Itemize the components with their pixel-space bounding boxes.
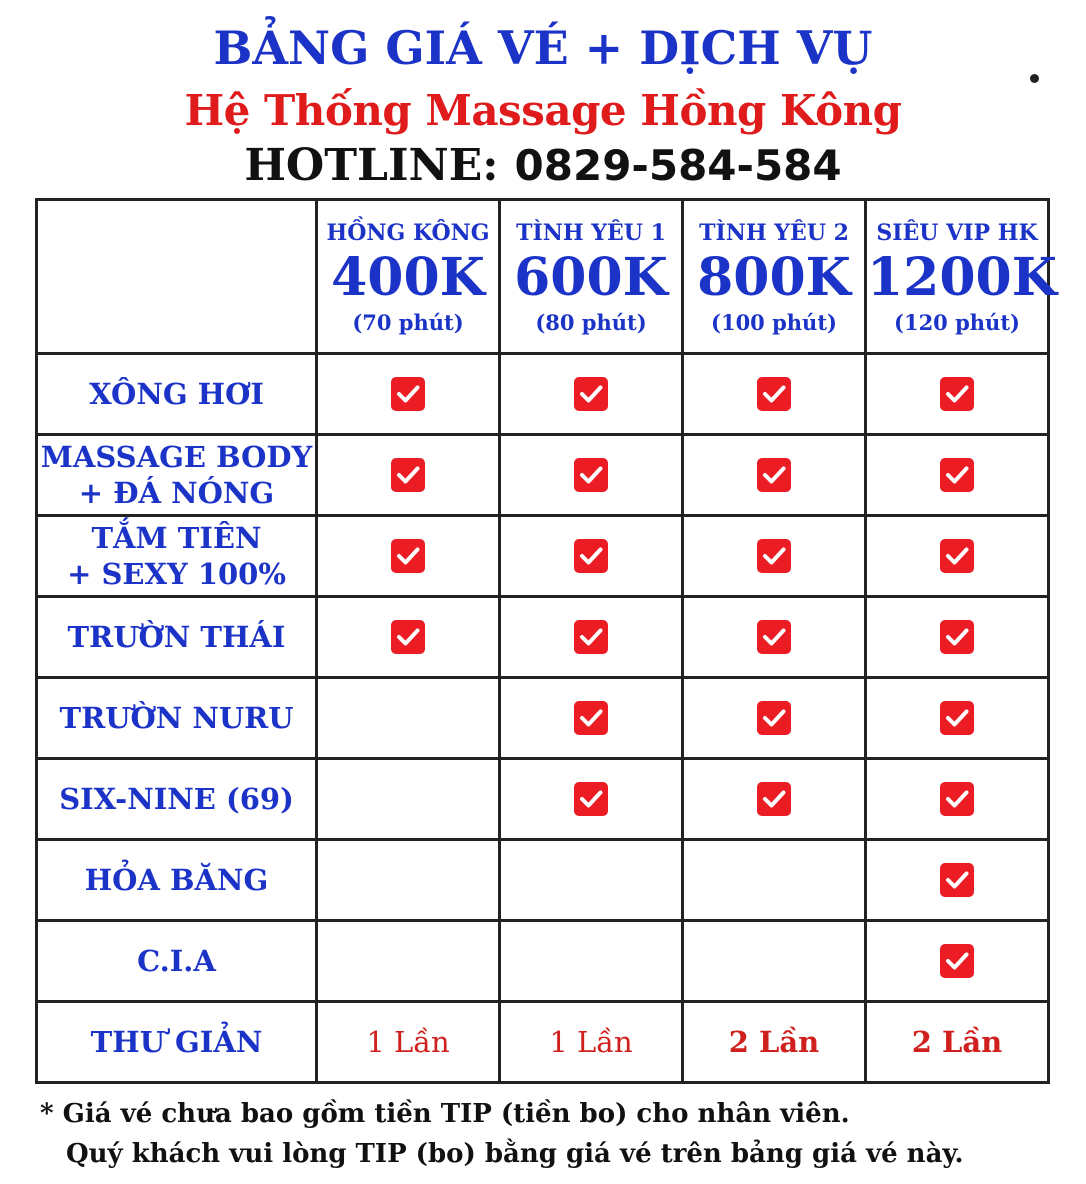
- service-cell: [866, 759, 1049, 840]
- hotline: [0, 140, 1086, 191]
- service-label-cell: [37, 597, 317, 678]
- page-title: BẢNG GIÁ VÉ + DỊCH VỤ: [213, 21, 873, 75]
- package-col-2: [500, 200, 683, 354]
- checked-box-icon: [391, 458, 425, 492]
- checked-box-icon: [940, 620, 974, 654]
- hotline-number[interactable]: 0829-584-584: [514, 141, 842, 190]
- service-label-cell: [37, 516, 317, 597]
- service-cell: [683, 840, 866, 921]
- checked-box-icon: [757, 701, 791, 735]
- service-name: TẮM TIÊN: [91, 521, 262, 555]
- checked-box-icon: [574, 539, 608, 573]
- relax-times: 1 Lần: [549, 1025, 633, 1059]
- package-duration: (70 phút): [352, 309, 464, 335]
- service-cell: [683, 921, 866, 1002]
- service-cell: [317, 435, 500, 516]
- service-row: [37, 921, 1049, 1002]
- package-price: 800K: [697, 246, 851, 308]
- service-label-cell: [37, 840, 317, 921]
- service-cell: [317, 840, 500, 921]
- service-label-cell: [37, 354, 317, 435]
- service-cell: [500, 678, 683, 759]
- package-col-3: [683, 200, 866, 354]
- service-cell: [866, 516, 1049, 597]
- checked-box-icon: [574, 377, 608, 411]
- service-row: [37, 435, 1049, 516]
- package-price: 400K: [331, 246, 485, 308]
- service-cell: [317, 759, 500, 840]
- service-name-line2: + SEXY 100%: [67, 557, 286, 591]
- checked-box-icon: [940, 458, 974, 492]
- relax-cell: [866, 1002, 1049, 1083]
- service-cell: [683, 354, 866, 435]
- checked-box-icon: [940, 539, 974, 573]
- service-name: MASSAGE BODY: [40, 440, 313, 474]
- service-label-cell: [37, 678, 317, 759]
- package-header-row: [37, 200, 1049, 354]
- service-name: TRƯỜN THÁI: [67, 620, 286, 654]
- service-cell: [317, 354, 500, 435]
- service-cell: [866, 678, 1049, 759]
- service-row: [37, 759, 1049, 840]
- note-line-2: Quý khách vui lòng TIP (bo) bằng giá vé trên bảng giá vé này.: [66, 1139, 964, 1169]
- package-duration: (100 phút): [711, 309, 837, 335]
- package-price: 1200K: [867, 246, 1057, 308]
- page-subtitle: Hệ Thống Massage Hồng Kông: [184, 86, 902, 135]
- relax-times: 2 Lần: [728, 1025, 820, 1059]
- hotline-label: HOTLINE:: [244, 140, 499, 191]
- service-name: XÔNG HƠI: [89, 377, 264, 411]
- service-cell: [317, 678, 500, 759]
- service-cell: [683, 597, 866, 678]
- checked-box-icon: [391, 539, 425, 573]
- checked-box-icon: [574, 620, 608, 654]
- checked-box-icon: [757, 539, 791, 573]
- service-cell: [866, 597, 1049, 678]
- checked-box-icon: [757, 377, 791, 411]
- service-cell: [866, 354, 1049, 435]
- package-duration: (120 phút): [894, 309, 1020, 335]
- service-label-cell: [37, 759, 317, 840]
- relax-cell: [683, 1002, 866, 1083]
- price-table: [35, 198, 1057, 1084]
- service-row: [37, 597, 1049, 678]
- service-label-cell: [37, 921, 317, 1002]
- package-col-4: [866, 200, 1057, 354]
- checked-box-icon: [757, 458, 791, 492]
- checked-box-icon: [940, 701, 974, 735]
- checked-box-icon: [757, 620, 791, 654]
- service-cell: [500, 597, 683, 678]
- service-cell: [500, 354, 683, 435]
- checked-box-icon: [391, 620, 425, 654]
- service-name-line2: + ĐÁ NÓNG: [78, 476, 275, 510]
- service-name: C.I.A: [137, 944, 216, 978]
- service-cell: [500, 840, 683, 921]
- dot-mark: [1030, 74, 1039, 83]
- checked-box-icon: [757, 782, 791, 816]
- service-row: [37, 840, 1049, 921]
- package-duration: (80 phút): [535, 309, 647, 335]
- relax-row: [37, 1002, 1049, 1083]
- package-name: SIÊU VIP HK: [876, 219, 1038, 246]
- checked-box-icon: [940, 863, 974, 897]
- package-name: TÌNH YÊU 2: [699, 219, 849, 246]
- checked-box-icon: [940, 782, 974, 816]
- footer-note: [40, 1094, 1080, 1174]
- service-cell: [317, 921, 500, 1002]
- service-row: [37, 354, 1049, 435]
- service-row: [37, 516, 1049, 597]
- corner-cell: [37, 200, 317, 354]
- checked-box-icon: [574, 701, 608, 735]
- checked-box-icon: [574, 782, 608, 816]
- service-cell: [683, 435, 866, 516]
- service-cell: [500, 435, 683, 516]
- relax-cell: [500, 1002, 683, 1083]
- checked-box-icon: [940, 944, 974, 978]
- service-cell: [866, 840, 1049, 921]
- relax-label: THƯ GIẢN: [90, 1025, 263, 1059]
- relax-cell: [317, 1002, 500, 1083]
- service-cell: [317, 597, 500, 678]
- service-name: TRƯỜN NURU: [59, 701, 294, 735]
- service-label-cell: [37, 435, 317, 516]
- service-cell: [866, 435, 1049, 516]
- service-cell: [500, 921, 683, 1002]
- package-name: TÌNH YÊU 1: [516, 219, 666, 246]
- service-name: HỎA BĂNG: [84, 863, 269, 897]
- relax-times: 1 Lần: [366, 1025, 450, 1059]
- package-name: HỒNG KÔNG: [326, 219, 490, 246]
- service-cell: [683, 678, 866, 759]
- service-row: [37, 678, 1049, 759]
- checked-box-icon: [391, 377, 425, 411]
- service-cell: [683, 516, 866, 597]
- relax-times: 2 Lần: [911, 1025, 1003, 1059]
- service-cell: [683, 759, 866, 840]
- checked-box-icon: [940, 377, 974, 411]
- checked-box-icon: [574, 458, 608, 492]
- service-name: SIX-NINE (69): [59, 782, 294, 816]
- service-label-cell: [37, 1002, 317, 1083]
- service-cell: [317, 516, 500, 597]
- service-cell: [866, 921, 1049, 1002]
- service-cell: [500, 759, 683, 840]
- package-price: 600K: [514, 246, 668, 308]
- service-cell: [500, 516, 683, 597]
- package-col-1: [317, 200, 500, 354]
- note-line-1: * Giá vé chưa bao gồm tiền TIP (tiền bo) cho nhân viên.: [40, 1099, 850, 1129]
